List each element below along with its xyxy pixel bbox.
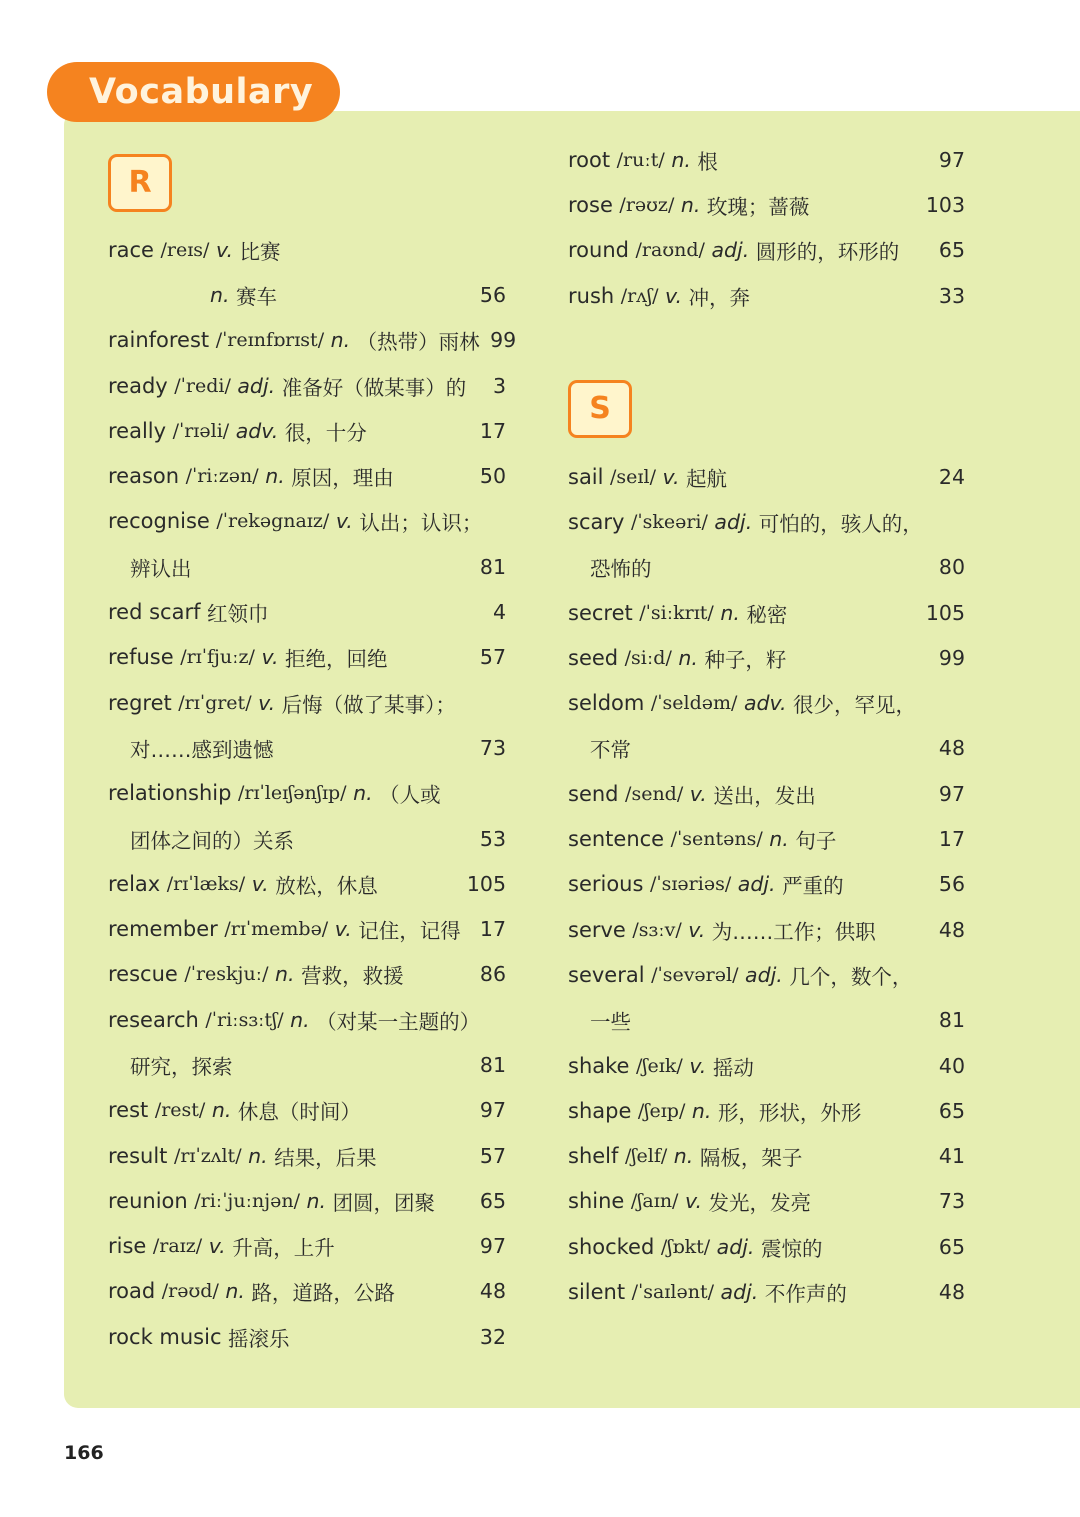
- entry-page: 99: [938, 645, 965, 670]
- entry-page: 24: [938, 464, 965, 489]
- entry-word: race: [108, 237, 154, 262]
- entry-part-of-speech: v.: [216, 237, 233, 262]
- vocab-entry: [568, 680, 965, 725]
- entry-part-of-speech: v.: [334, 917, 352, 942]
- entry-word: relationship: [108, 781, 232, 806]
- entry-phonetic: /rest/: [154, 1099, 206, 1122]
- vocab-entry: [108, 680, 506, 725]
- entry-word: shelf: [568, 1144, 619, 1169]
- entry-page: 3: [492, 373, 506, 398]
- entry-meaning: 隔板，架子: [699, 1146, 803, 1171]
- entry-phonetic: /ˈsevərəl/: [651, 963, 739, 986]
- vocab-entry: [108, 1042, 506, 1087]
- entry-meaning: 秘密: [746, 602, 788, 627]
- entry-part-of-speech: n.: [769, 827, 789, 852]
- vocab-entry: [568, 1179, 965, 1224]
- entry-phonetic: /ˈsentəns/: [670, 828, 763, 851]
- entry-part-of-speech: v.: [685, 1189, 702, 1214]
- vocab-entry: [108, 1224, 506, 1269]
- entry-meaning: 摇滚乐: [228, 1326, 290, 1351]
- entry-word: secret: [568, 600, 633, 625]
- vocab-entry: [108, 635, 506, 680]
- entry-meaning: 玫瑰；蔷薇: [706, 194, 810, 219]
- entry-part-of-speech: n.: [275, 962, 295, 987]
- entry-phonetic: /raɪz/: [152, 1235, 203, 1258]
- entry-part-of-speech: v.: [689, 1053, 707, 1078]
- entry-part-of-speech: v.: [689, 781, 707, 806]
- entry-meaning: 不常: [590, 738, 631, 763]
- entry-meaning: 结果，后果: [274, 1145, 377, 1170]
- entry-word: shape: [568, 1098, 632, 1123]
- vocab-entry: [108, 1269, 506, 1314]
- entry-word: silent: [568, 1279, 626, 1304]
- entry-meaning: 研究，探索: [130, 1054, 233, 1079]
- entry-phonetic: /rəʊz/: [619, 193, 675, 216]
- entry-meaning: （对某一主题的）: [316, 1009, 481, 1034]
- vocab-entry: [108, 1133, 506, 1178]
- vocab-entry: [108, 363, 506, 408]
- vocab-entry: [108, 725, 506, 770]
- entry-meaning: 圆形的，环形的: [755, 240, 900, 265]
- entry-page: 97: [938, 147, 965, 172]
- entry-page: 81: [479, 554, 506, 579]
- entry-part-of-speech: n.: [248, 1143, 268, 1168]
- entry-meaning: 认出；认识；: [359, 511, 483, 536]
- vocab-entry: [568, 228, 965, 273]
- entry-page: 81: [479, 1052, 506, 1077]
- vocab-entry: [568, 545, 965, 590]
- vocab-entry: [108, 816, 506, 861]
- vocab-entry: [568, 273, 965, 318]
- vocab-entry: [108, 544, 506, 589]
- entry-meaning: 一些: [590, 1010, 631, 1035]
- entry-meaning: 摇动: [712, 1055, 754, 1080]
- entry-part-of-speech: n.: [210, 282, 230, 307]
- entry-phonetic: /ʃelf/: [624, 1145, 668, 1168]
- entry-word: rest: [108, 1098, 149, 1123]
- entry-part-of-speech: adv.: [235, 418, 279, 443]
- entry-phonetic: /ˈreɪnfɒrɪst/: [215, 329, 325, 352]
- entry-part-of-speech: adv.: [743, 691, 787, 716]
- entry-word: shocked: [568, 1234, 655, 1259]
- entry-word: round: [568, 238, 629, 263]
- entry-page: 65: [938, 1234, 965, 1259]
- entry-page: 80: [938, 555, 965, 580]
- entry-page: 17: [479, 418, 506, 443]
- left-column: [108, 227, 517, 1359]
- entry-meaning: 种子，籽: [704, 647, 787, 672]
- entry-page: 57: [479, 1143, 506, 1168]
- vocab-entry: [568, 137, 965, 182]
- entry-part-of-speech: adj.: [716, 1234, 755, 1259]
- entry-phonetic: /ˈredi/: [174, 374, 231, 397]
- entry-meaning: （人或: [379, 783, 441, 808]
- entry-meaning: 送出，发出: [713, 783, 816, 808]
- entry-meaning: 辨认出: [130, 556, 192, 581]
- entry-phonetic: /rɪˈgret/: [178, 691, 252, 714]
- entry-page: 65: [938, 1098, 965, 1123]
- entry-page: 32: [479, 1324, 506, 1349]
- entry-phonetic: /ʃaɪn/: [630, 1190, 679, 1213]
- entry-meaning: 团圆，团聚: [332, 1190, 436, 1215]
- entry-meaning: 赛车: [236, 284, 278, 309]
- entry-page: 17: [479, 917, 506, 942]
- entry-meaning: 冲，奔: [688, 285, 751, 310]
- entry-meaning: 根: [697, 149, 718, 174]
- entry-meaning: 比赛: [239, 239, 281, 264]
- entry-page: 57: [479, 645, 506, 670]
- entry-word: serious: [568, 872, 644, 897]
- vocab-entry: [568, 952, 965, 997]
- entry-word: serve: [568, 917, 626, 942]
- entry-part-of-speech: v.: [335, 509, 353, 534]
- entry-word: reason: [108, 464, 180, 489]
- entry-phonetic: /ˈskeəri/: [630, 510, 708, 533]
- vocab-entry: [108, 1088, 506, 1133]
- entry-phonetic: /ˈsaɪlənt/: [631, 1280, 714, 1303]
- entry-word: recognise: [108, 509, 210, 534]
- entry-word: relax: [108, 871, 161, 896]
- vocab-entry: [568, 1133, 965, 1178]
- entry-word: send: [568, 781, 619, 806]
- entry-page: 4: [492, 600, 506, 625]
- entry-word: really: [108, 418, 167, 443]
- entry-word: remember: [108, 917, 218, 942]
- vocab-entry: [568, 771, 965, 816]
- entry-meaning: 恐怖的: [590, 557, 652, 582]
- entry-phonetic: /ˈsiːkrɪt/: [639, 601, 714, 624]
- entry-word: rose: [568, 192, 613, 217]
- entry-phonetic: /rɪˈfjuːz/: [180, 646, 255, 669]
- entry-page: 73: [938, 1189, 965, 1214]
- entry-page: 105: [466, 871, 506, 896]
- entry-meaning: 对……感到遗憾: [130, 737, 274, 762]
- entry-part-of-speech: n.: [265, 464, 285, 489]
- entry-part-of-speech: v.: [261, 645, 279, 670]
- entry-word: several: [568, 962, 645, 987]
- entry-phonetic: /ˈrɪəli/: [172, 419, 230, 442]
- vocab-entry: [568, 182, 965, 227]
- entry-part-of-speech: n.: [290, 1007, 310, 1032]
- entry-page: 48: [938, 1279, 965, 1304]
- entry-phonetic: /reɪs/: [160, 238, 210, 261]
- entry-meaning: 发光，发亮: [708, 1191, 812, 1216]
- entry-part-of-speech: adj.: [714, 509, 753, 534]
- vocab-entry: [568, 590, 965, 635]
- vocab-entry: [568, 1269, 965, 1314]
- entry-phonetic: /rɪˈmembə/: [224, 918, 329, 941]
- entry-word: rise: [108, 1234, 147, 1259]
- entry-page: 105: [925, 600, 965, 625]
- vocab-entry: [568, 862, 965, 907]
- entry-part-of-speech: adj.: [737, 872, 776, 897]
- entry-word: rock music: [108, 1324, 222, 1349]
- entry-word: ready: [108, 373, 168, 398]
- vocab-entry: [108, 906, 506, 951]
- entry-meaning: 路，道路，公路: [251, 1281, 395, 1306]
- entry-word: result: [108, 1143, 168, 1168]
- entry-meaning: 休息（时间）: [237, 1100, 361, 1125]
- entry-part-of-speech: n.: [678, 645, 698, 670]
- vocab-entry: [108, 453, 506, 498]
- entry-page: 48: [479, 1279, 506, 1304]
- entry-meaning: 营救，救援: [301, 964, 404, 989]
- entry-page: 97: [938, 781, 965, 806]
- entry-phonetic: /siːd/: [624, 646, 672, 669]
- entry-part-of-speech: n.: [330, 328, 351, 353]
- entry-phonetic: /seɪl/: [610, 465, 656, 488]
- entry-word: seldom: [568, 691, 645, 716]
- entry-word: sail: [568, 464, 604, 489]
- vocab-entry: [108, 499, 506, 544]
- entry-page: 40: [938, 1053, 965, 1078]
- entry-part-of-speech: n.: [680, 192, 701, 217]
- entry-page: 48: [938, 736, 965, 761]
- entry-word: scary: [568, 509, 625, 534]
- entry-part-of-speech: v.: [208, 1234, 226, 1259]
- page-number: 166: [64, 1442, 104, 1464]
- entry-phonetic: /ʃeɪk/: [635, 1054, 683, 1077]
- section-title-tab: Vocabulary: [47, 62, 340, 122]
- entry-page: 73: [479, 735, 506, 760]
- entry-meaning: 震惊的: [760, 1236, 823, 1261]
- entry-part-of-speech: v.: [251, 871, 269, 896]
- entry-meaning: 原因，理由: [291, 466, 394, 491]
- entry-part-of-speech: n.: [673, 1144, 694, 1169]
- entry-word: regret: [108, 690, 172, 715]
- entry-meaning: 严重的: [782, 874, 844, 899]
- entry-word: road: [108, 1279, 156, 1304]
- right-column-s: [568, 454, 965, 1315]
- entry-word: red scarf: [108, 600, 201, 625]
- entry-page: 17: [938, 827, 965, 852]
- letter-heading-s: S: [568, 380, 632, 438]
- entry-page: 50: [479, 464, 506, 489]
- vocab-entry: [108, 771, 506, 816]
- entry-phonetic: /ˈriːsɜːtʃ/: [205, 1008, 284, 1031]
- entry-meaning: 形，形状，外形: [717, 1100, 862, 1125]
- entry-word: shine: [568, 1189, 625, 1214]
- vocab-entry: [108, 1178, 506, 1223]
- vocab-entry: [108, 861, 506, 906]
- entry-part-of-speech: n.: [720, 600, 740, 625]
- vocab-entry: [108, 589, 506, 634]
- entry-phonetic: /send/: [625, 782, 684, 805]
- entry-phonetic: /rəʊd/: [161, 1280, 219, 1303]
- entry-page: 97: [479, 1234, 506, 1259]
- entry-meaning: 很少，罕见，: [793, 693, 917, 718]
- entry-word: rush: [568, 283, 615, 308]
- entry-part-of-speech: v.: [258, 690, 276, 715]
- entry-part-of-speech: n.: [306, 1188, 327, 1213]
- vocab-entry: [108, 318, 517, 363]
- entry-meaning: 句子: [795, 829, 837, 854]
- vocab-entry: [568, 816, 965, 861]
- entry-part-of-speech: n.: [353, 781, 373, 806]
- vocab-entry: [568, 907, 965, 952]
- entry-page: 65: [938, 238, 965, 263]
- entry-meaning: 可怕的，骇人的，: [758, 511, 923, 536]
- entry-page: 53: [479, 826, 506, 851]
- entry-phonetic: /riːˈjuːnjən/: [194, 1189, 300, 1212]
- entry-word: refuse: [108, 645, 174, 670]
- vocab-entry: [568, 998, 965, 1043]
- entry-part-of-speech: v.: [665, 283, 683, 308]
- entry-part-of-speech: n.: [225, 1279, 245, 1304]
- entry-part-of-speech: n.: [671, 147, 691, 172]
- vocab-entry: [568, 726, 965, 771]
- entry-page: 97: [479, 1098, 506, 1123]
- entry-part-of-speech: adj.: [711, 238, 750, 263]
- entry-word: sentence: [568, 827, 665, 852]
- entry-word: seed: [568, 645, 619, 670]
- entry-page: 81: [938, 1008, 965, 1033]
- entry-phonetic: /ˈsɪəriəs/: [649, 873, 732, 896]
- entry-meaning: 后悔（做了某事）；: [281, 692, 456, 717]
- vocab-entry: [568, 1088, 965, 1133]
- entry-phonetic: /ˈriːzən/: [185, 465, 259, 488]
- entry-word: rescue: [108, 962, 178, 987]
- entry-part-of-speech: v.: [662, 464, 680, 489]
- entry-phonetic: /raʊnd/: [635, 239, 705, 262]
- entry-page: 65: [479, 1188, 506, 1213]
- entry-part-of-speech: n.: [691, 1098, 712, 1123]
- entry-meaning: 红领巾: [207, 602, 269, 627]
- entry-meaning: （热带）雨林: [356, 330, 480, 355]
- entry-part-of-speech: adj.: [720, 1279, 759, 1304]
- entry-word: rainforest: [108, 328, 210, 353]
- entry-meaning: 几个，数个，: [789, 964, 913, 989]
- vocab-entry: [108, 1314, 506, 1359]
- entry-word: root: [568, 147, 611, 172]
- entry-part-of-speech: adj.: [237, 373, 276, 398]
- entry-phonetic: /rɪˈleɪʃənʃɪp/: [237, 782, 347, 805]
- entry-phonetic: /ruːt/: [616, 148, 665, 171]
- vocab-entry: [108, 408, 506, 453]
- entry-part-of-speech: v.: [688, 917, 706, 942]
- entry-meaning: 团体之间的）关系: [130, 828, 294, 853]
- entry-page: 56: [479, 282, 506, 307]
- entry-phonetic: /ˈrekəgnaɪz/: [216, 510, 330, 533]
- entry-part-of-speech: adj.: [745, 962, 783, 987]
- entry-meaning: 不作声的: [764, 1281, 847, 1306]
- entry-meaning: 升高，上升: [232, 1236, 335, 1261]
- entry-page: 99: [490, 328, 517, 353]
- entry-page: 103: [925, 192, 965, 217]
- vocab-entry: [568, 1224, 965, 1269]
- entry-phonetic: /ʃeɪp/: [637, 1099, 686, 1122]
- entry-page: 86: [479, 962, 506, 987]
- entry-word: shake: [568, 1053, 630, 1078]
- entry-meaning: 很，十分: [284, 420, 367, 445]
- entry-phonetic: /rɪˈlæks/: [166, 872, 246, 895]
- vocab-entry: [568, 499, 965, 544]
- entry-part-of-speech: n.: [211, 1098, 232, 1123]
- vocab-entry: [108, 272, 506, 317]
- right-column-r: [568, 137, 965, 318]
- vocab-entry: [568, 454, 965, 499]
- vocab-entry: [568, 1043, 965, 1088]
- vocab-entry: [108, 997, 506, 1042]
- entry-word: reunion: [108, 1188, 188, 1213]
- entry-meaning: 起航: [686, 466, 728, 491]
- vocab-entry: [108, 952, 506, 997]
- entry-phonetic: /rʌʃ/: [620, 284, 659, 307]
- entry-phonetic: /ˈseldəm/: [650, 692, 738, 715]
- entry-meaning: 放松，休息: [275, 873, 378, 898]
- entry-phonetic: /ˈreskjuː/: [184, 963, 269, 986]
- letter-heading-r: R: [108, 154, 172, 212]
- entry-phonetic: /ʃɒkt/: [660, 1235, 711, 1258]
- entry-page: 56: [938, 872, 965, 897]
- vocab-entry: [568, 635, 965, 680]
- entry-phonetic: /rɪˈzʌlt/: [173, 1144, 242, 1167]
- entry-word: research: [108, 1007, 199, 1032]
- entry-page: 33: [938, 283, 965, 308]
- entry-page: 41: [938, 1144, 965, 1169]
- entry-meaning: 拒绝，回绝: [285, 647, 388, 672]
- vocab-entry: [108, 227, 506, 272]
- entry-meaning: 记住，记得: [358, 919, 461, 944]
- entry-meaning: 准备好（做某事）的: [281, 375, 467, 400]
- entry-page: 48: [938, 917, 965, 942]
- entry-meaning: 为……工作；供职: [711, 919, 876, 944]
- entry-phonetic: /sɜːv/: [632, 918, 682, 941]
